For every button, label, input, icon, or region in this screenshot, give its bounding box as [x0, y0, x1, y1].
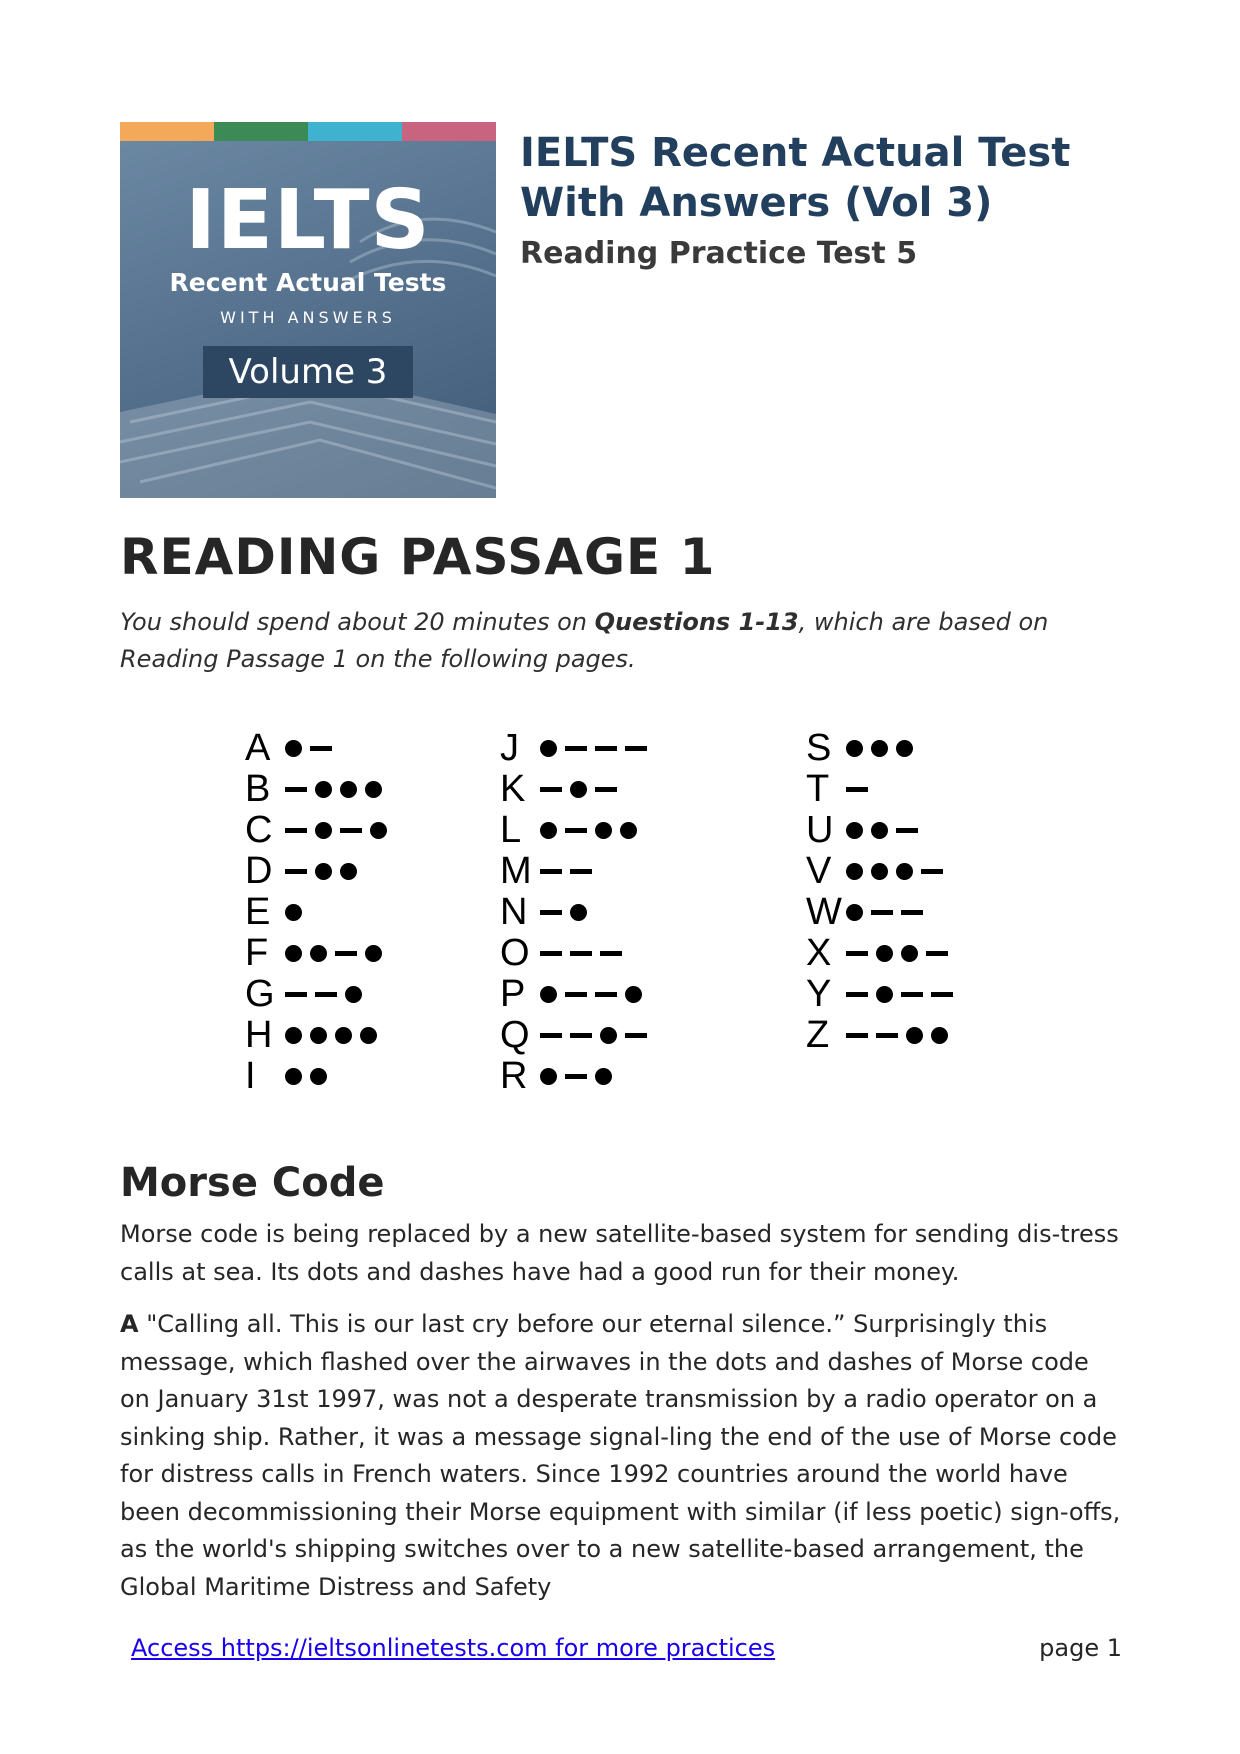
book-cover-image	[120, 122, 496, 498]
morse-row	[806, 933, 961, 974]
morse-code-symbols	[846, 787, 876, 792]
morse-code-symbols	[285, 945, 390, 962]
paragraph-text: "Calling all. This is our last cry before our eternal silence.” Surprisingly this message, which flashed over the airwaves in the dots and dashes of Morse code on January 31st 1997, was not a desperate transmission by a radio operator on a sinking ship. Rather, it was a message signal-ling the end of the use of Morse code for distress calls in French waters. Since 1992 countries around the world have been decommissioning their Morse equipment with similar (if less poetic) sign-offs, as the world's shipping switches over to a new satellite-based arrangement, the Global Maritime Distress and Safety	[120, 1310, 1121, 1601]
morse-row	[500, 974, 655, 1015]
morse-row	[245, 851, 395, 892]
morse-code-symbols	[846, 986, 961, 1003]
morse-dot	[540, 822, 557, 839]
morse-code-symbols	[846, 863, 951, 880]
morse-letter: X	[806, 932, 832, 974]
morse-dot	[846, 863, 863, 880]
morse-code-symbols	[846, 904, 931, 921]
morse-dot	[315, 822, 332, 839]
morse-letter: B	[245, 768, 271, 810]
morse-letter: H	[245, 1014, 273, 1056]
morse-letter: Z	[806, 1014, 830, 1056]
morse-dash	[570, 1033, 592, 1038]
morse-row	[500, 933, 655, 974]
morse-dot	[896, 740, 913, 757]
morse-row	[806, 851, 961, 892]
morse-dot	[340, 863, 357, 880]
morse-code-symbols	[285, 740, 340, 757]
morse-dash	[595, 787, 617, 792]
morse-dot	[285, 1068, 302, 1085]
morse-dash	[565, 828, 587, 833]
morse-row	[245, 1056, 395, 1097]
morse-dot	[370, 822, 387, 839]
paragraph-label: A	[120, 1310, 139, 1338]
article-title: Morse Code	[120, 1160, 385, 1206]
morse-letter: N	[500, 891, 528, 933]
morse-row	[245, 933, 395, 974]
morse-dot	[360, 1027, 377, 1044]
morse-dot	[315, 863, 332, 880]
cover-with-answers: WITH ANSWERS	[220, 308, 396, 327]
morse-row	[245, 1015, 395, 1056]
morse-dot	[600, 1027, 617, 1044]
morse-row	[806, 810, 961, 851]
morse-letter: D	[245, 850, 273, 892]
morse-dash	[565, 746, 587, 751]
morse-dot	[540, 986, 557, 1003]
morse-dash	[540, 1033, 562, 1038]
morse-dash	[876, 1033, 898, 1038]
morse-row	[806, 892, 961, 933]
morse-dot	[570, 781, 587, 798]
morse-code-symbols	[540, 986, 650, 1003]
morse-dot	[310, 1068, 327, 1085]
morse-column	[500, 728, 655, 1097]
morse-dash	[565, 992, 587, 997]
morse-dash	[846, 951, 868, 956]
morse-letter: W	[806, 891, 842, 933]
morse-dash	[625, 1033, 647, 1038]
morse-dot	[285, 945, 302, 962]
morse-dot	[365, 945, 382, 962]
morse-letter: P	[500, 973, 526, 1015]
cover-volume-badge: Volume 3	[203, 346, 413, 398]
morse-dot	[365, 781, 382, 798]
morse-dot	[540, 740, 557, 757]
morse-code-symbols	[285, 781, 390, 798]
morse-dot	[310, 945, 327, 962]
morse-dot	[315, 781, 332, 798]
morse-dot	[340, 781, 357, 798]
morse-dot	[540, 1068, 557, 1085]
article-paragraph-a	[120, 1306, 1125, 1606]
morse-dash	[565, 1074, 587, 1079]
page-number: page 1	[1039, 1634, 1122, 1662]
cover-subtitle: Recent Actual Tests	[169, 268, 447, 297]
morse-dot	[620, 822, 637, 839]
morse-row	[500, 851, 655, 892]
morse-code-symbols	[285, 986, 370, 1003]
morse-dash	[570, 869, 592, 874]
morse-row	[245, 810, 395, 851]
morse-row	[806, 974, 961, 1015]
morse-dot	[906, 1027, 923, 1044]
morse-row	[245, 769, 395, 810]
morse-dash	[335, 951, 357, 956]
morse-code-symbols	[285, 904, 310, 921]
morse-dash	[901, 910, 923, 915]
morse-dash	[595, 992, 617, 997]
morse-dot	[285, 740, 302, 757]
morse-row	[500, 1056, 655, 1097]
morse-row	[245, 974, 395, 1015]
morse-dot	[846, 904, 863, 921]
morse-row	[500, 1015, 655, 1056]
morse-row	[500, 728, 655, 769]
morse-dash	[931, 992, 953, 997]
morse-dash	[310, 746, 332, 751]
morse-code-symbols	[540, 781, 625, 798]
morse-row	[245, 892, 395, 933]
morse-dot	[625, 986, 642, 1003]
morse-row	[500, 892, 655, 933]
morse-column	[245, 728, 395, 1097]
morse-row	[806, 728, 961, 769]
morse-letter: V	[806, 850, 832, 892]
morse-dash	[570, 951, 592, 956]
morse-dash	[921, 869, 943, 874]
morse-code-symbols	[540, 1068, 620, 1085]
footer-practice-link[interactable]: Access https://ieltsonlinetests.com for more practices	[131, 1634, 776, 1662]
morse-dash	[540, 869, 562, 874]
morse-letter: R	[500, 1055, 528, 1097]
morse-dot	[876, 945, 893, 962]
morse-letter: F	[245, 932, 269, 974]
morse-letter: U	[806, 809, 834, 851]
morse-dash	[595, 746, 617, 751]
morse-dash	[846, 992, 868, 997]
morse-dot	[285, 904, 302, 921]
morse-letter: E	[245, 891, 271, 933]
morse-letter: Y	[806, 973, 832, 1015]
morse-letter: Q	[500, 1014, 530, 1056]
morse-dash	[896, 828, 918, 833]
morse-code-symbols	[846, 945, 956, 962]
morse-code-symbols	[846, 1027, 956, 1044]
morse-row	[245, 728, 395, 769]
morse-column	[806, 728, 961, 1056]
morse-code-symbols	[540, 904, 595, 921]
morse-code-symbols	[540, 740, 655, 757]
morse-code-symbols	[285, 863, 365, 880]
morse-dot	[931, 1027, 948, 1044]
morse-dot	[896, 863, 913, 880]
morse-code-symbols	[846, 822, 926, 839]
morse-dot	[871, 863, 888, 880]
morse-dash	[846, 787, 868, 792]
morse-letter: I	[245, 1055, 256, 1097]
morse-dash	[846, 1033, 868, 1038]
morse-dash	[901, 992, 923, 997]
morse-letter: C	[245, 809, 273, 851]
morse-dot	[595, 1068, 612, 1085]
morse-dash	[540, 787, 562, 792]
morse-dot	[846, 740, 863, 757]
instructions-text-before: You should spend about 20 minutes on	[120, 608, 595, 636]
morse-dash	[285, 992, 307, 997]
morse-code-symbols	[540, 951, 630, 956]
morse-letter: G	[245, 973, 275, 1015]
instructions-questions: Questions 1-13	[594, 608, 799, 636]
morse-dot	[871, 740, 888, 757]
morse-letter: O	[500, 932, 530, 974]
cover-title: IELTS	[185, 173, 431, 268]
morse-dash	[285, 787, 307, 792]
morse-dot	[310, 1027, 327, 1044]
morse-code-symbols	[540, 822, 645, 839]
morse-dash	[871, 910, 893, 915]
morse-dot	[871, 822, 888, 839]
morse-dash	[540, 910, 562, 915]
morse-row	[806, 769, 961, 810]
morse-dash	[926, 951, 948, 956]
morse-dot	[595, 822, 612, 839]
morse-letter: S	[806, 727, 832, 769]
morse-letter: K	[500, 768, 526, 810]
instructions-text-after: , which are based on Reading Passage 1 on the following pages.	[120, 608, 1049, 673]
morse-dash	[315, 992, 337, 997]
morse-dot	[285, 1027, 302, 1044]
morse-code-symbols	[285, 1027, 385, 1044]
morse-dash	[340, 828, 362, 833]
morse-row	[806, 1015, 961, 1056]
morse-code-symbols	[846, 740, 921, 757]
morse-code-symbols	[540, 869, 600, 874]
morse-row	[500, 769, 655, 810]
morse-dash	[600, 951, 622, 956]
morse-code-symbols	[285, 822, 395, 839]
morse-dash	[285, 869, 307, 874]
document-title: IELTS Recent Actual Test With Answers (Vol 3)	[520, 130, 1071, 226]
morse-dot	[876, 986, 893, 1003]
morse-row	[500, 810, 655, 851]
morse-letter: A	[245, 727, 271, 769]
morse-code-symbols	[540, 1027, 655, 1044]
morse-dash	[285, 828, 307, 833]
morse-letter: L	[500, 809, 522, 851]
morse-dash	[625, 746, 647, 751]
morse-dash	[540, 951, 562, 956]
morse-dot	[846, 822, 863, 839]
passage-instructions	[120, 604, 1120, 678]
morse-dot	[345, 986, 362, 1003]
article-intro: Morse code is being replaced by a new satellite-based system for sending dis-tress calls at sea. Its dots and dashes have had a good run for their money.	[120, 1220, 1119, 1286]
morse-dot	[901, 945, 918, 962]
morse-letter: J	[500, 727, 519, 769]
passage-title: READING PASSAGE 1	[120, 528, 716, 586]
morse-dot	[570, 904, 587, 921]
document-subtitle: Reading Practice Test 5	[520, 236, 918, 271]
morse-code-symbols	[285, 1068, 335, 1085]
morse-letter: M	[500, 850, 532, 892]
morse-letter: T	[806, 768, 830, 810]
morse-dot	[335, 1027, 352, 1044]
